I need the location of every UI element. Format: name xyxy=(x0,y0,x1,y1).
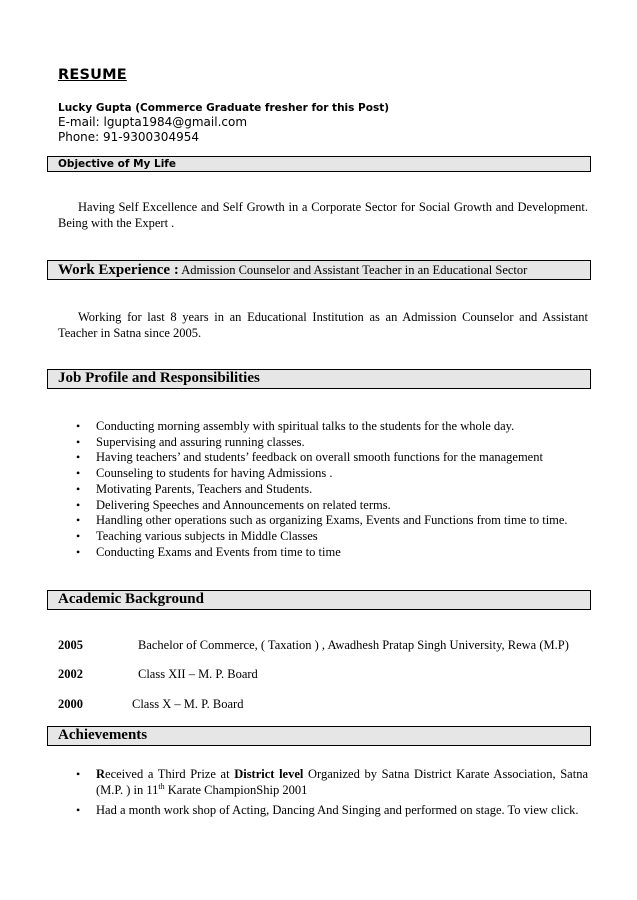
list-item: • Handling other operations such as organizing Exams, Events and Functions from time to time. xyxy=(76,513,568,528)
list-item: • Conducting morning assembly with spiritual talks to the students for the whole day. xyxy=(76,419,515,433)
list-item: • Motivating Parents, Teachers and Students. xyxy=(76,481,313,496)
bullet-icon: • xyxy=(76,497,81,512)
objective-text: Having Self Excellence and Self Growth in a Corporate Sector for Social Growth and Development. Being with the Expert . xyxy=(58,200,588,230)
work-heading-label: Work Experience : xyxy=(58,262,179,278)
job-heading-bar xyxy=(47,369,591,389)
academic-year: 2002 xyxy=(58,667,83,681)
work-subheading: Admission Counselor and Assistant Teacher in an Educational Sector xyxy=(178,263,528,277)
bullet-icon: • xyxy=(76,767,81,781)
list-item: • Teaching various subjects in Middle Classes xyxy=(76,528,318,543)
bullet-icon: • xyxy=(76,544,81,559)
bullet-icon: • xyxy=(76,481,81,496)
objective-heading: Objective of My Life xyxy=(58,158,176,170)
resume-title: RESUME xyxy=(58,67,127,83)
academic-heading: Academic Background xyxy=(58,591,204,607)
academic-year: 2005 xyxy=(58,638,83,652)
achievements-heading-bar xyxy=(47,726,591,746)
list-item: • Had a month work shop of Acting, Dancing And Singing and performed on stage. To view click. xyxy=(76,803,579,818)
work-heading-bar xyxy=(47,260,591,280)
list-item: • Counseling to students for having Admissions . xyxy=(76,466,333,481)
bullet-icon: • xyxy=(76,803,81,818)
list-item: • Delivering Speeches and Announcements on related terms. xyxy=(76,497,391,512)
job-heading: Job Profile and Responsibilities xyxy=(58,370,260,386)
district-level-text: District level xyxy=(234,767,304,781)
achievements-heading: Achievements xyxy=(58,727,148,743)
bullet-icon: • xyxy=(76,419,81,433)
work-text: Working for last 8 years in an Educational Institution as an Admission Counselor and Assistant Teacher in Satna since 2005. xyxy=(58,310,588,340)
phone-line: Phone: 91-9300304954 xyxy=(58,130,199,144)
objective-heading-bar xyxy=(47,156,591,172)
work-heading xyxy=(58,262,527,279)
list-item: • Received a Third Prize at District level Organized by Satna District Karate Association, Satna (M.P. ) in 11th Karate ChampionShip 2001 xyxy=(76,767,588,797)
academic-desc: Class XII – M. P. Board xyxy=(138,667,258,681)
bullet-icon: • xyxy=(76,466,81,481)
bullet-icon: • xyxy=(76,528,81,543)
bullet-icon: • xyxy=(76,513,81,528)
academic-year: 2000 xyxy=(58,697,83,711)
bullet-icon: • xyxy=(76,450,81,465)
academic-heading-bar xyxy=(47,590,591,610)
list-item: • Having teachers’ and students’ feedback on overall smooth functions for the management xyxy=(76,450,543,465)
responsibilities-list xyxy=(58,419,568,560)
lead-letter: R xyxy=(96,767,106,781)
academic-desc: Class X – M. P. Board xyxy=(132,697,244,711)
email-line: E-mail: lgupta1984@gmail.com xyxy=(58,115,248,129)
achievements-list xyxy=(58,767,588,824)
list-item: • Conducting Exams and Events from time to time xyxy=(76,544,341,559)
academic-desc: Bachelor of Commerce, ( Taxation ) , Awadhesh Pratap Singh University, Rewa (M.P) xyxy=(138,638,569,652)
list-item: • Supervising and assuring running classes. xyxy=(76,434,305,449)
candidate-name: Lucky Gupta (Commerce Graduate fresher for this Post) xyxy=(58,102,390,114)
bullet-icon: • xyxy=(76,434,81,449)
